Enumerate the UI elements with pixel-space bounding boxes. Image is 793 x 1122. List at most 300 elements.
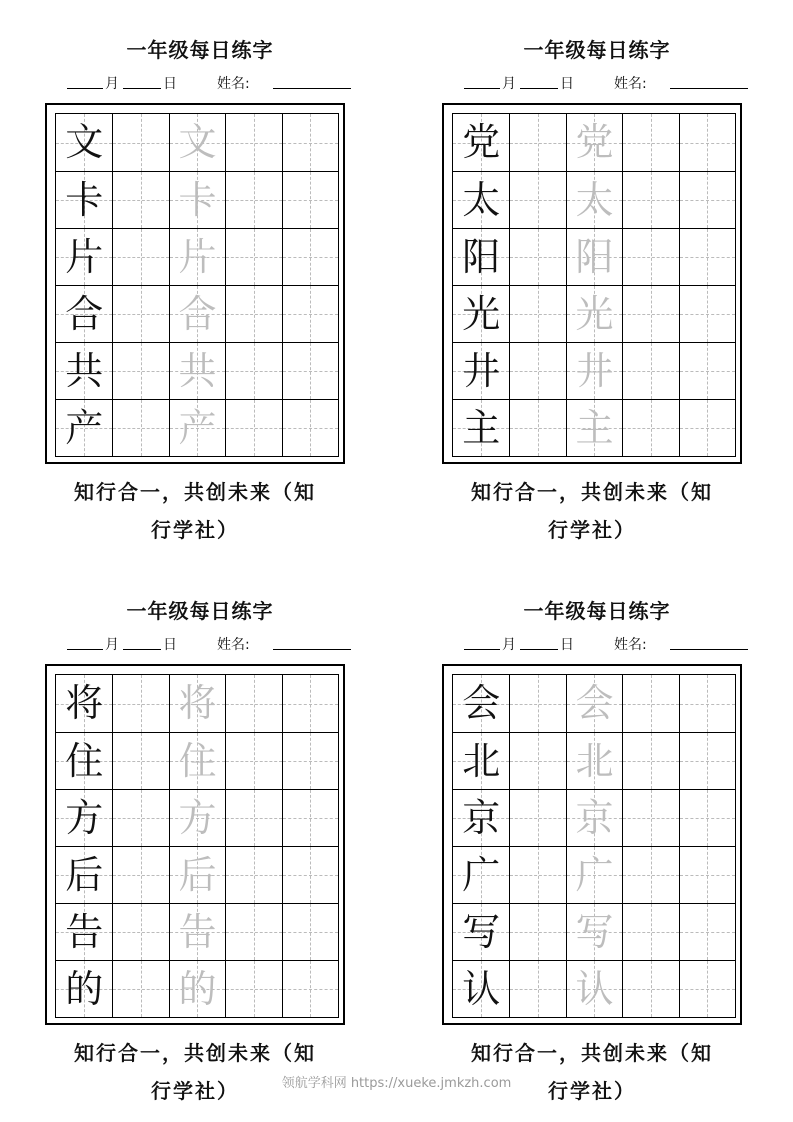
trace-character: 会 — [575, 681, 614, 725]
slogan-line-1: 知行合一，共创未来（知 — [74, 480, 316, 504]
writing-cell[interactable] — [679, 229, 735, 285]
guide-horizontal — [226, 143, 281, 144]
guide-horizontal — [283, 143, 338, 144]
model-character: 主 — [462, 406, 501, 450]
writing-cell[interactable] — [169, 961, 225, 1017]
writing-cell[interactable] — [679, 675, 735, 732]
trace-character: 将 — [178, 681, 217, 725]
writing-cell[interactable] — [112, 904, 168, 960]
name-label: 姓名: — [614, 76, 647, 92]
month-label: 月 — [105, 76, 119, 92]
guide-horizontal — [510, 428, 565, 429]
writing-cell[interactable] — [566, 343, 622, 399]
guide-horizontal — [113, 371, 168, 372]
grid-row — [56, 399, 338, 456]
writing-cell — [453, 961, 509, 1017]
grid-row — [453, 228, 735, 285]
guide-horizontal — [680, 257, 735, 258]
month-blank[interactable] — [67, 73, 103, 89]
trace-character: 共 — [178, 349, 217, 393]
grid-row — [56, 732, 338, 789]
trace-character: 主 — [575, 406, 614, 450]
guide-horizontal — [283, 371, 338, 372]
writing-cell[interactable] — [225, 733, 281, 789]
writing-cell[interactable] — [112, 286, 168, 342]
writing-cell[interactable] — [225, 961, 281, 1017]
guide-horizontal — [226, 989, 281, 990]
guide-horizontal — [623, 818, 678, 819]
writing-cell[interactable] — [282, 675, 338, 732]
writing-cell[interactable] — [509, 904, 565, 960]
model-character: 片 — [65, 235, 104, 279]
writing-cell[interactable] — [566, 847, 622, 903]
writing-cell — [56, 400, 112, 456]
writing-cell[interactable] — [509, 400, 565, 456]
grid-row — [453, 114, 735, 171]
day-label: 日 — [560, 76, 574, 92]
guide-horizontal — [680, 704, 735, 705]
guide-horizontal — [680, 818, 735, 819]
writing-cell[interactable] — [566, 172, 622, 228]
writing-cell[interactable] — [679, 904, 735, 960]
month-label: 月 — [502, 637, 516, 653]
guide-horizontal — [226, 257, 281, 258]
writing-cell[interactable] — [112, 790, 168, 846]
practice-grid — [452, 113, 736, 457]
guide-horizontal — [510, 371, 565, 372]
writing-cell[interactable] — [112, 343, 168, 399]
writing-cell[interactable] — [622, 961, 678, 1017]
writing-cell[interactable] — [169, 343, 225, 399]
guide-horizontal — [510, 143, 565, 144]
guide-horizontal — [623, 875, 678, 876]
trace-character: 告 — [178, 910, 217, 954]
trace-character: 太 — [575, 178, 614, 222]
writing-cell — [453, 847, 509, 903]
guide-horizontal — [113, 818, 168, 819]
writing-cell — [56, 847, 112, 903]
guide-horizontal — [680, 371, 735, 372]
trace-character: 井 — [575, 349, 614, 393]
guide-horizontal — [680, 143, 735, 144]
grid-row — [56, 903, 338, 960]
guide-horizontal — [113, 989, 168, 990]
guide-horizontal — [226, 761, 281, 762]
sheet-title: 一年级每日练字 — [523, 599, 671, 623]
model-character: 太 — [462, 178, 501, 222]
practice-grid-frame — [45, 103, 345, 464]
guide-horizontal — [510, 989, 565, 990]
writing-cell[interactable] — [169, 114, 225, 171]
practice-grid — [55, 113, 339, 457]
slogan-line-2: 行学社） — [151, 1079, 239, 1103]
guide-horizontal — [283, 200, 338, 201]
month-label: 月 — [502, 76, 516, 92]
writing-cell[interactable] — [566, 229, 622, 285]
trace-character: 产 — [178, 406, 217, 450]
guide-horizontal — [226, 314, 281, 315]
grid-row — [453, 285, 735, 342]
writing-cell[interactable] — [112, 961, 168, 1017]
guide-horizontal — [226, 200, 281, 201]
writing-cell[interactable] — [622, 114, 678, 171]
trace-character: 片 — [178, 235, 217, 279]
guide-horizontal — [623, 761, 678, 762]
writing-cell[interactable] — [509, 675, 565, 732]
guide-horizontal — [510, 200, 565, 201]
guide-horizontal — [283, 932, 338, 933]
writing-cell[interactable] — [112, 847, 168, 903]
date-name-line — [65, 73, 355, 93]
writing-cell — [453, 675, 509, 732]
writing-cell[interactable] — [112, 172, 168, 228]
name-blank[interactable] — [273, 73, 351, 89]
writing-cell — [56, 790, 112, 846]
writing-cell[interactable] — [112, 229, 168, 285]
name-label: 姓名: — [217, 76, 250, 92]
guide-horizontal — [623, 257, 678, 258]
writing-cell[interactable] — [169, 675, 225, 732]
grid-row — [453, 960, 735, 1017]
writing-cell — [56, 343, 112, 399]
model-character: 党 — [462, 120, 501, 164]
trace-character: 光 — [575, 292, 614, 336]
writing-cell[interactable] — [622, 733, 678, 789]
writing-cell[interactable] — [112, 400, 168, 456]
model-character: 告 — [65, 910, 104, 954]
guide-horizontal — [680, 314, 735, 315]
month-blank[interactable] — [67, 634, 103, 650]
writing-cell — [56, 733, 112, 789]
writing-cell[interactable] — [509, 790, 565, 846]
writing-cell[interactable] — [282, 229, 338, 285]
trace-character: 方 — [178, 796, 217, 840]
writing-cell — [56, 961, 112, 1017]
practice-grid-frame — [442, 103, 742, 464]
writing-cell[interactable] — [225, 172, 281, 228]
writing-cell[interactable] — [225, 114, 281, 171]
writing-cell[interactable] — [566, 961, 622, 1017]
guide-horizontal — [510, 761, 565, 762]
writing-cell[interactable] — [169, 733, 225, 789]
guide-horizontal — [283, 818, 338, 819]
guide-horizontal — [113, 704, 168, 705]
writing-cell[interactable] — [509, 847, 565, 903]
grid-row — [453, 732, 735, 789]
writing-cell[interactable] — [679, 343, 735, 399]
writing-cell[interactable] — [282, 343, 338, 399]
writing-cell[interactable] — [622, 847, 678, 903]
slogan-line-1: 知行合一，共创未来（知 — [471, 480, 713, 504]
guide-horizontal — [623, 143, 678, 144]
writing-cell[interactable] — [679, 790, 735, 846]
writing-cell — [453, 286, 509, 342]
grid-row — [56, 228, 338, 285]
writing-cell[interactable] — [566, 790, 622, 846]
model-character: 后 — [65, 853, 104, 897]
name-blank[interactable] — [670, 634, 748, 650]
name-label: 姓名: — [614, 637, 647, 653]
day-blank[interactable] — [123, 634, 161, 650]
guide-horizontal — [283, 704, 338, 705]
guide-horizontal — [510, 932, 565, 933]
guide-horizontal — [113, 143, 168, 144]
guide-horizontal — [283, 761, 338, 762]
writing-cell[interactable] — [679, 733, 735, 789]
guide-horizontal — [623, 200, 678, 201]
writing-cell[interactable] — [169, 229, 225, 285]
guide-horizontal — [623, 428, 678, 429]
writing-cell — [56, 675, 112, 732]
trace-character: 后 — [178, 853, 217, 897]
writing-cell[interactable] — [225, 286, 281, 342]
writing-cell[interactable] — [225, 400, 281, 456]
trace-character: 党 — [575, 120, 614, 164]
guide-horizontal — [680, 428, 735, 429]
writing-cell[interactable] — [622, 675, 678, 732]
guide-horizontal — [226, 875, 281, 876]
guide-horizontal — [680, 761, 735, 762]
day-blank[interactable] — [123, 73, 161, 89]
name-blank[interactable] — [273, 634, 351, 650]
writing-cell[interactable] — [225, 675, 281, 732]
writing-cell[interactable] — [566, 675, 622, 732]
day-label: 日 — [560, 637, 574, 653]
writing-cell[interactable] — [282, 172, 338, 228]
slogan — [442, 473, 742, 549]
writing-cell[interactable] — [169, 790, 225, 846]
slogan — [45, 473, 345, 549]
date-name-line — [462, 634, 752, 654]
day-label: 日 — [163, 637, 177, 653]
grid-row — [453, 171, 735, 228]
writing-cell — [453, 400, 509, 456]
trace-character: 广 — [575, 853, 614, 897]
writing-cell[interactable] — [112, 675, 168, 732]
model-character: 方 — [65, 796, 104, 840]
model-character: 广 — [462, 853, 501, 897]
slogan-line-2: 行学社） — [151, 518, 239, 542]
writing-cell[interactable] — [509, 229, 565, 285]
model-character: 将 — [65, 681, 104, 725]
month-blank[interactable] — [464, 73, 500, 89]
guide-horizontal — [680, 200, 735, 201]
grid-row — [56, 675, 338, 732]
writing-cell[interactable] — [566, 733, 622, 789]
writing-cell[interactable] — [169, 172, 225, 228]
writing-cell — [56, 904, 112, 960]
guide-horizontal — [510, 818, 565, 819]
grid-row — [56, 114, 338, 171]
slogan-line-1: 知行合一，共创未来（知 — [471, 1041, 713, 1065]
model-character: 光 — [462, 292, 501, 336]
writing-cell[interactable] — [169, 847, 225, 903]
grid-row — [453, 399, 735, 456]
grid-row — [453, 903, 735, 960]
grid-row — [453, 675, 735, 732]
writing-cell[interactable] — [679, 114, 735, 171]
writing-cell[interactable] — [282, 114, 338, 171]
guide-horizontal — [226, 371, 281, 372]
writing-cell[interactable] — [169, 286, 225, 342]
writing-cell[interactable] — [112, 733, 168, 789]
guide-horizontal — [283, 314, 338, 315]
practice-grid-frame — [45, 664, 345, 1025]
writing-cell[interactable] — [282, 961, 338, 1017]
writing-cell — [56, 286, 112, 342]
guide-horizontal — [283, 989, 338, 990]
writing-cell[interactable] — [566, 400, 622, 456]
grid-row — [453, 846, 735, 903]
writing-cell[interactable] — [282, 400, 338, 456]
guide-horizontal — [283, 875, 338, 876]
guide-horizontal — [113, 257, 168, 258]
day-label: 日 — [163, 76, 177, 92]
model-character: 认 — [462, 967, 501, 1011]
trace-character: 住 — [178, 739, 217, 783]
writing-cell[interactable] — [112, 114, 168, 171]
writing-cell — [453, 343, 509, 399]
guide-horizontal — [113, 932, 168, 933]
model-character: 写 — [462, 910, 501, 954]
writing-cell[interactable] — [225, 229, 281, 285]
guide-horizontal — [113, 314, 168, 315]
writing-cell[interactable] — [509, 114, 565, 171]
writing-cell — [453, 229, 509, 285]
writing-cell[interactable] — [622, 286, 678, 342]
grid-row — [56, 846, 338, 903]
writing-cell — [56, 114, 112, 171]
writing-cell[interactable] — [622, 904, 678, 960]
trace-character: 京 — [575, 796, 614, 840]
model-character: 阳 — [462, 235, 501, 279]
writing-cell[interactable] — [282, 733, 338, 789]
name-label: 姓名: — [217, 637, 250, 653]
writing-cell[interactable] — [225, 343, 281, 399]
writing-cell — [453, 790, 509, 846]
guide-horizontal — [283, 257, 338, 258]
grid-row — [56, 342, 338, 399]
trace-character: 阳 — [575, 235, 614, 279]
writing-cell[interactable] — [566, 286, 622, 342]
trace-character: 合 — [178, 292, 217, 336]
writing-cell[interactable] — [622, 790, 678, 846]
month-blank[interactable] — [464, 634, 500, 650]
writing-cell — [56, 229, 112, 285]
date-name-line — [65, 634, 355, 654]
writing-cell[interactable] — [282, 790, 338, 846]
guide-horizontal — [283, 428, 338, 429]
trace-character: 卡 — [178, 178, 217, 222]
writing-cell[interactable] — [225, 904, 281, 960]
writing-cell[interactable] — [679, 172, 735, 228]
guide-horizontal — [226, 818, 281, 819]
writing-cell[interactable] — [509, 172, 565, 228]
trace-character: 写 — [575, 910, 614, 954]
day-blank[interactable] — [520, 73, 558, 89]
writing-cell[interactable] — [679, 847, 735, 903]
guide-horizontal — [113, 761, 168, 762]
guide-horizontal — [510, 704, 565, 705]
guide-horizontal — [680, 989, 735, 990]
writing-cell[interactable] — [679, 286, 735, 342]
writing-cell[interactable] — [509, 286, 565, 342]
model-character: 京 — [462, 796, 501, 840]
practice-grid — [452, 674, 736, 1018]
writing-cell[interactable] — [169, 904, 225, 960]
guide-horizontal — [113, 200, 168, 201]
writing-cell[interactable] — [622, 400, 678, 456]
writing-cell — [453, 733, 509, 789]
grid-row — [56, 789, 338, 846]
writing-cell[interactable] — [679, 400, 735, 456]
writing-cell[interactable] — [509, 733, 565, 789]
guide-horizontal — [226, 428, 281, 429]
date-name-line — [462, 73, 752, 93]
slogan-line-2: 行学社） — [548, 1079, 636, 1103]
grid-row — [56, 960, 338, 1017]
name-blank[interactable] — [670, 73, 748, 89]
writing-cell[interactable] — [225, 847, 281, 903]
slogan-line-1: 知行合一，共创未来（知 — [74, 1041, 316, 1065]
model-character: 产 — [65, 406, 104, 450]
writing-cell[interactable] — [566, 904, 622, 960]
guide-horizontal — [113, 428, 168, 429]
grid-row — [56, 171, 338, 228]
model-character: 井 — [462, 349, 501, 393]
guide-horizontal — [226, 704, 281, 705]
writing-cell[interactable] — [509, 343, 565, 399]
writing-cell[interactable] — [282, 286, 338, 342]
model-character: 住 — [65, 739, 104, 783]
writing-cell[interactable] — [622, 229, 678, 285]
writing-cell — [453, 172, 509, 228]
writing-cell — [453, 904, 509, 960]
model-character: 北 — [462, 739, 501, 783]
guide-horizontal — [623, 932, 678, 933]
guide-horizontal — [623, 371, 678, 372]
trace-character: 北 — [575, 739, 614, 783]
writing-cell[interactable] — [622, 172, 678, 228]
guide-horizontal — [623, 704, 678, 705]
guide-horizontal — [623, 989, 678, 990]
month-label: 月 — [105, 637, 119, 653]
writing-cell[interactable] — [622, 343, 678, 399]
model-character: 会 — [462, 681, 501, 725]
guide-horizontal — [510, 314, 565, 315]
writing-cell[interactable] — [282, 847, 338, 903]
guide-horizontal — [680, 932, 735, 933]
writing-cell[interactable] — [169, 400, 225, 456]
day-blank[interactable] — [520, 634, 558, 650]
writing-cell[interactable] — [566, 114, 622, 171]
grid-row — [453, 789, 735, 846]
model-character: 共 — [65, 349, 104, 393]
trace-character: 认 — [575, 967, 614, 1011]
practice-grid-frame — [442, 664, 742, 1025]
writing-cell[interactable] — [509, 961, 565, 1017]
guide-horizontal — [510, 257, 565, 258]
writing-cell[interactable] — [225, 790, 281, 846]
model-character: 文 — [65, 120, 104, 164]
writing-cell[interactable] — [679, 961, 735, 1017]
writing-cell[interactable] — [282, 904, 338, 960]
trace-character: 的 — [178, 967, 217, 1011]
watermark: 领航学科网 https://xueke.jmkzh.com — [281, 1076, 512, 1091]
guide-horizontal — [113, 875, 168, 876]
guide-horizontal — [226, 932, 281, 933]
model-character: 卡 — [65, 178, 104, 222]
